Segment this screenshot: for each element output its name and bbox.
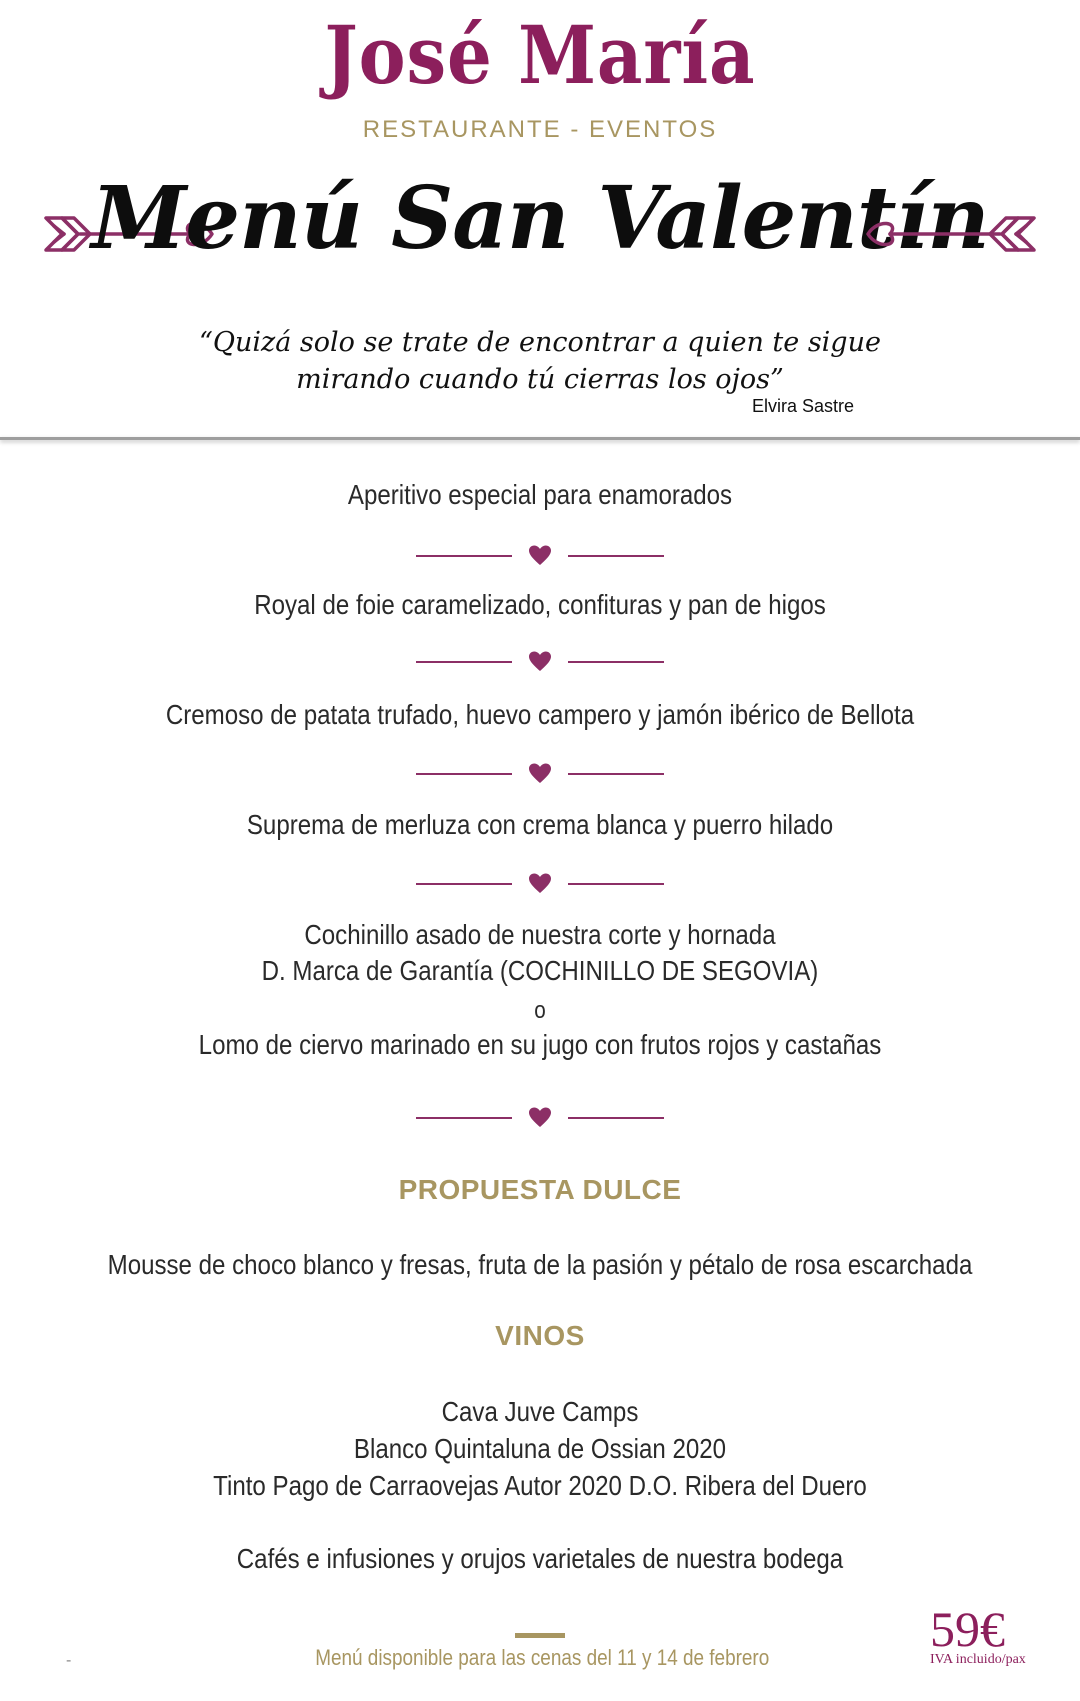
arrow-left-icon: [860, 210, 1040, 258]
price-note: IVA incluido/pax: [930, 1652, 1026, 1667]
heart-icon: [528, 650, 552, 674]
heart-separator: [416, 1106, 664, 1130]
availability-note: Menú disponible para las cenas del 11 y 14 de febrero: [315, 1645, 770, 1670]
main-option-2: Lomo de ciervo marinado en su jugo con frutos rojos y castañas: [198, 1029, 882, 1060]
main-option-separator: o: [534, 997, 546, 1024]
heart-separator: [416, 762, 664, 786]
quote-line-1: “Quizá solo se trate de encontrar a quien te sigue: [199, 327, 881, 358]
brand-name: José María: [324, 8, 756, 102]
gold-bar: [515, 1633, 565, 1638]
header-divider: [0, 437, 1080, 440]
heart-icon: [528, 1106, 552, 1130]
quote-author: Elvira Sastre: [752, 396, 855, 416]
course-3: Cremoso de patata trufado, huevo campero y jamón ibérico de Bellota: [165, 699, 915, 730]
quote-line-2: mirando cuando tú cierras los ojos”: [296, 364, 784, 395]
brand-subtitle: RESTAURANTE - EVENTOS: [362, 116, 718, 143]
course-1: Aperitivo especial para enamorados: [347, 479, 733, 510]
heart-icon: [528, 544, 552, 568]
main-option-1-line-1: Cochinillo asado de nuestra corte y hornada: [304, 919, 776, 950]
main-option-1-line-2: D. Marca de Garantía (COCHINILLO DE SEGOVIA): [261, 955, 819, 986]
wine-item: Tinto Pago de Carraovejas Autor 2020 D.O. Ribera del Duero: [213, 1470, 867, 1501]
dessert-item: Mousse de choco blanco y fresas, fruta de la pasión y pétalo de rosa escarchada: [107, 1249, 973, 1280]
footer-dash: -: [66, 1652, 72, 1669]
heart-icon: [528, 762, 552, 786]
course-2: Royal de foie caramelizado, confituras y pan de higos: [254, 589, 826, 620]
wines-heading: VINOS: [495, 1320, 585, 1351]
heart-separator: [416, 872, 664, 896]
heart-separator: [416, 650, 664, 674]
wine-item: Blanco Quintaluna de Ossian 2020: [353, 1433, 727, 1464]
menu-title: Menú San Valentín: [91, 168, 989, 269]
wine-item: Cava Juve Camps: [441, 1396, 639, 1427]
course-4: Suprema de merluza con crema blanca y puerro hilado: [246, 809, 834, 840]
heart-icon: [528, 872, 552, 896]
quote: [0, 324, 1080, 398]
dessert-heading: PROPUESTA DULCE: [398, 1174, 682, 1205]
coffee-digestifs: Cafés e infusiones y orujos varietales de nuestra bodega: [236, 1543, 844, 1574]
price: 59€: [930, 1601, 1005, 1657]
heart-separator: [416, 544, 664, 568]
